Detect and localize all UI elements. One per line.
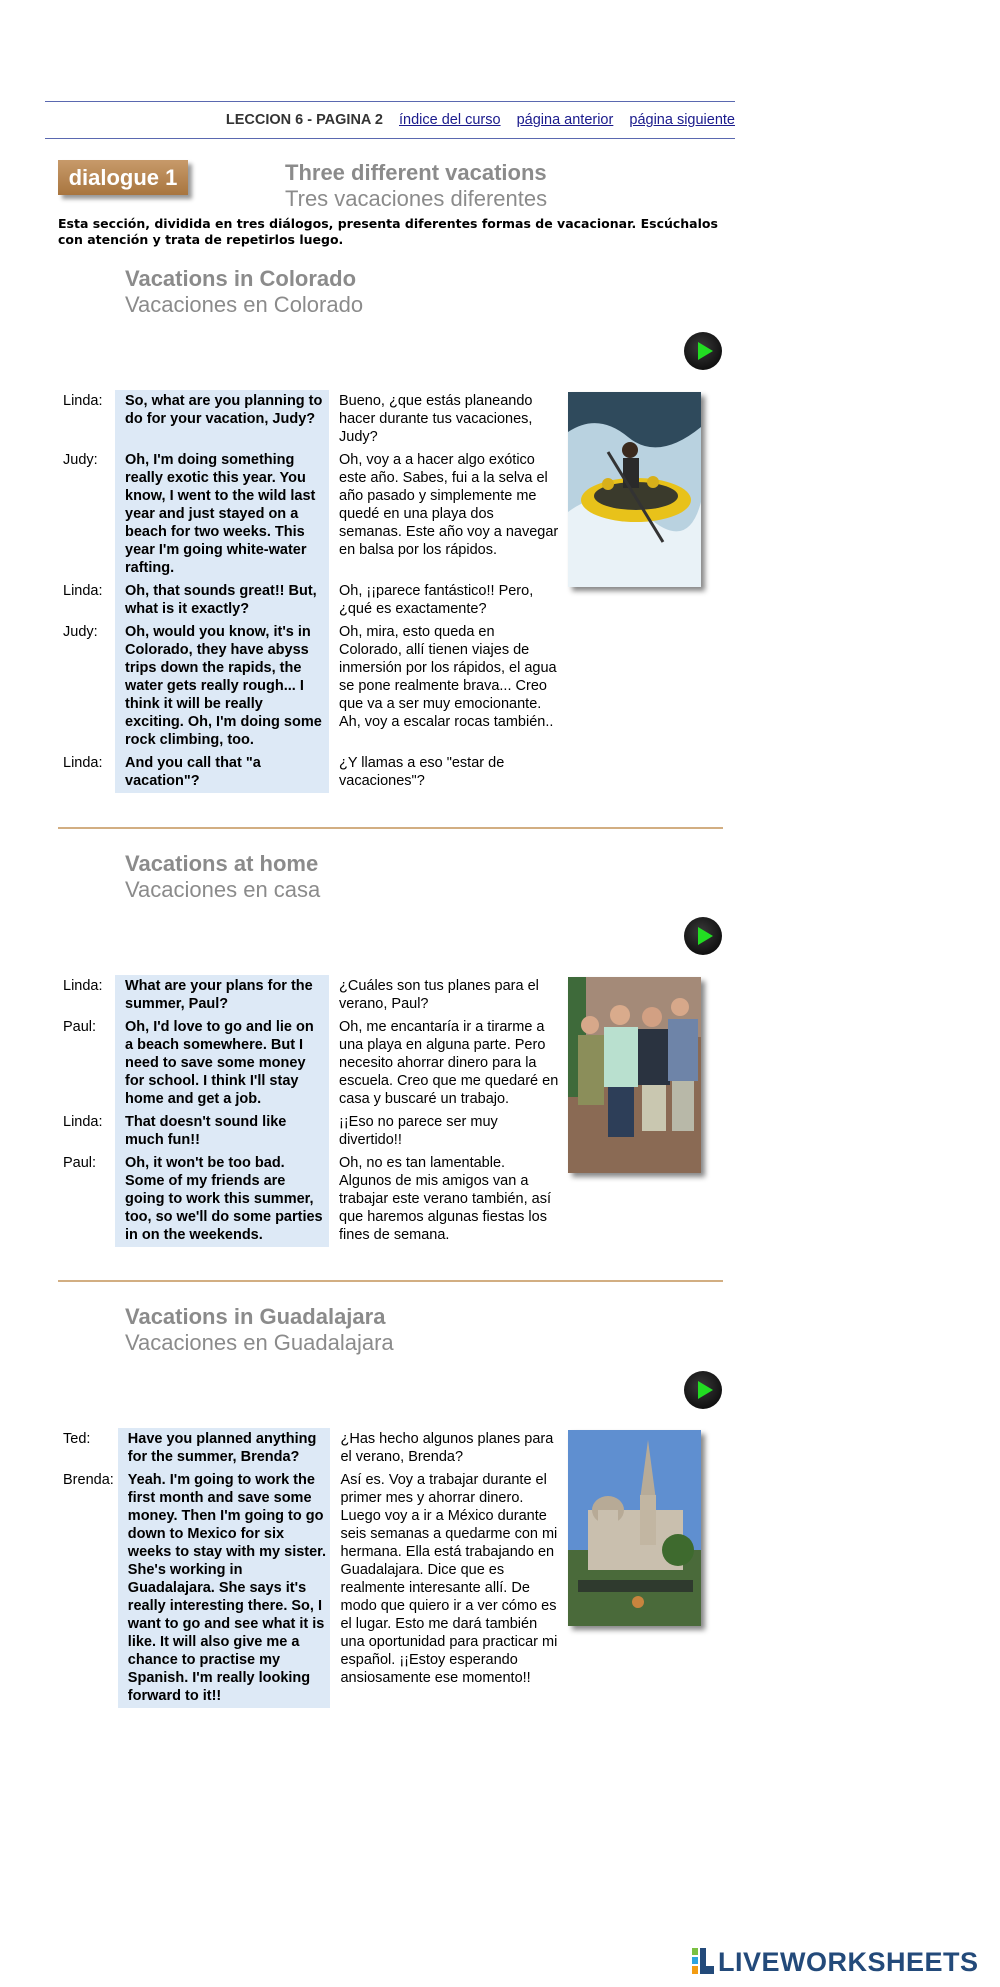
section-title: Vacations in Colorado [125, 266, 357, 291]
spanish-line: Oh, no es tan lamentable. Algunos de mis amigos van a trabajar este verano también, así que haremos algunas fiestas los fines de semana. [339, 1155, 551, 1243]
play-audio-button[interactable] [684, 917, 722, 955]
dialogue-row [58, 1469, 563, 1708]
spanish-line: Oh, mira, esto queda en Colorado, allí tienen viajes de inmersión por los rápidos, el agua se pone realmente brava... Creo que va a ser muy emocionante. Ah, voy a escalar rocas también.. [339, 624, 557, 730]
english-line: Oh, I'd love to go and lie on a beach somewhere. But I need to save some money for school. I think I'll stay home and get a job. [115, 1016, 329, 1111]
speaker: Linda: [63, 755, 103, 771]
spanish-line: Así es. Voy a trabajar durante el primer mes y ahorrar dinero. Luego voy a ir a México durante seis semanas a quedarme con mi hermana. Ella está trabajando en Guadalajara. Dice que es realmente interesante allí. De modo que quiero ir a ver cómo es el lugar. Esto me dará también una oportunidad para practicar mi español. ¡¡Estoy esperando ansiosamente ese momento!! [340, 1472, 558, 1686]
top-rule [45, 101, 735, 102]
english-line: Oh, I'm doing something really exotic this year. You know, I went to the wild last year and just stayed on a beach for two weeks. This year I'm going white-water rafting. [115, 449, 329, 580]
spanish-line: Bueno, ¿que estás planeando hacer durante tus vacaciones, Judy? [339, 393, 533, 445]
rafting-photo [568, 392, 701, 587]
dialogue-row [58, 975, 563, 1016]
spanish-line: Oh, voy a a hacer algo exótico este año. Sabes, fui a la selva el año pasado y simplemente me quedé en una playa dos semanas. Este año voy a navegar en balsa por los rápidos. [339, 452, 559, 558]
section-divider [58, 827, 723, 829]
spanish-line: ¿Y llamas a eso "estar de vacaciones"? [339, 755, 505, 789]
english-line: So, what are you planning to do for your vacation, Judy? [115, 390, 329, 449]
speaker: Paul: [63, 1155, 97, 1171]
english-line: What are your plans for the summer, Paul? [115, 975, 329, 1016]
speaker: Linda: [63, 978, 103, 994]
english-line: Oh, it won't be too bad. Some of my friends are going to work this summer, too, so we'll do some parties in on the weekends. [115, 1152, 329, 1247]
speaker: Linda: [63, 1114, 103, 1130]
english-line: Have you planned anything for the summer, Brenda? [118, 1428, 331, 1469]
cathedral-photo [568, 1430, 701, 1626]
friends-photo [568, 977, 701, 1173]
dialogue-row [58, 1152, 563, 1247]
spanish-line: ¿Has hecho algunos planes para el verano, Brenda? [340, 1431, 554, 1465]
dialogue-row [58, 580, 563, 621]
section-divider [58, 1280, 723, 1282]
play-audio-button[interactable] [684, 332, 722, 370]
link-next-page[interactable]: página siguiente [629, 112, 735, 128]
play-audio-button[interactable] [684, 1371, 722, 1409]
intro-text: Esta sección, dividida en tres diálogos, presenta diferentes formas de vacacionar. Escúchalos con atención y trata de repetirlos luego. [58, 216, 718, 247]
english-line: Yeah. I'm going to work the first month and save some money. Then I'm going to go down to Mexico for six weeks to stay with my sister. She's working in Guadalajara. She says it's really interesting there. So, I want to go and see what it is like. It will also give me a chance to practise my Spanish. I'm really looking forward to it!! [118, 1469, 331, 1708]
section-subtitle: Vacaciones en casa [125, 877, 321, 902]
section-title: Vacations in Guadalajara [125, 1304, 386, 1329]
dialogue-table [58, 975, 563, 1247]
speaker: Ted: [63, 1431, 91, 1447]
speaker: Linda: [63, 393, 103, 409]
dialogue-table [58, 1428, 563, 1708]
dialogue-row [58, 1016, 563, 1111]
speaker: Paul: [63, 1019, 97, 1035]
english-line: Oh, would you know, it's in Colorado, they have abyss trips down the rapids, the water gets really rough... I think it will be really exciting. Oh, I'm doing some rock climbing, too. [115, 621, 329, 752]
lesson-nav [45, 112, 735, 128]
speaker: Judy: [63, 624, 98, 640]
speaker: Judy: [63, 452, 98, 468]
bottom-rule [45, 138, 735, 139]
link-previous-page[interactable]: página anterior [516, 112, 614, 128]
dialogue-row [58, 752, 563, 793]
english-line: And you call that "a vacation"? [115, 752, 329, 793]
logo-text: LIVEWORKSHEETS [718, 1947, 979, 1977]
speaker: Brenda: [63, 1472, 114, 1488]
link-course-index[interactable]: índice del curso [399, 112, 501, 128]
liveworksheets-logo [692, 1947, 979, 1978]
logo-icon [692, 1948, 714, 1974]
section-subtitle: Vacaciones en Colorado [125, 292, 364, 317]
dialogue-badge: dialogue 1 [58, 160, 188, 195]
dialogue-row [58, 621, 563, 752]
dialogue-row [58, 390, 563, 449]
english-line: That doesn't sound like much fun!! [115, 1111, 329, 1152]
spanish-line: ¿Cuáles son tus planes para el verano, Paul? [339, 978, 539, 1012]
page-subtitle: Tres vacaciones diferentes [285, 186, 548, 211]
dialogue-row [58, 1428, 563, 1469]
section-subtitle: Vacaciones en Guadalajara [125, 1330, 394, 1355]
english-line: Oh, that sounds great!! But, what is it exactly? [115, 580, 329, 621]
dialogue-row [58, 449, 563, 580]
dialogue-row [58, 1111, 563, 1152]
spanish-line: ¡¡Eso no parece ser muy divertido!! [339, 1114, 498, 1148]
page-title: Three different vacations [285, 160, 547, 185]
section-title: Vacations at home [125, 851, 319, 876]
spanish-line: Oh, ¡¡parece fantástico!! Pero, ¿qué es exactamente? [339, 583, 534, 617]
lesson-label: LECCION 6 - PAGINA 2 [225, 112, 383, 128]
dialogue-table [58, 390, 563, 793]
spanish-line: Oh, me encantaría ir a tirarme a una playa en alguna parte. Pero necesito ahorrar dinero para la escuela. Creo que me quedaré en casa y buscaré un trabajo. [339, 1019, 559, 1107]
speaker: Linda: [63, 583, 103, 599]
